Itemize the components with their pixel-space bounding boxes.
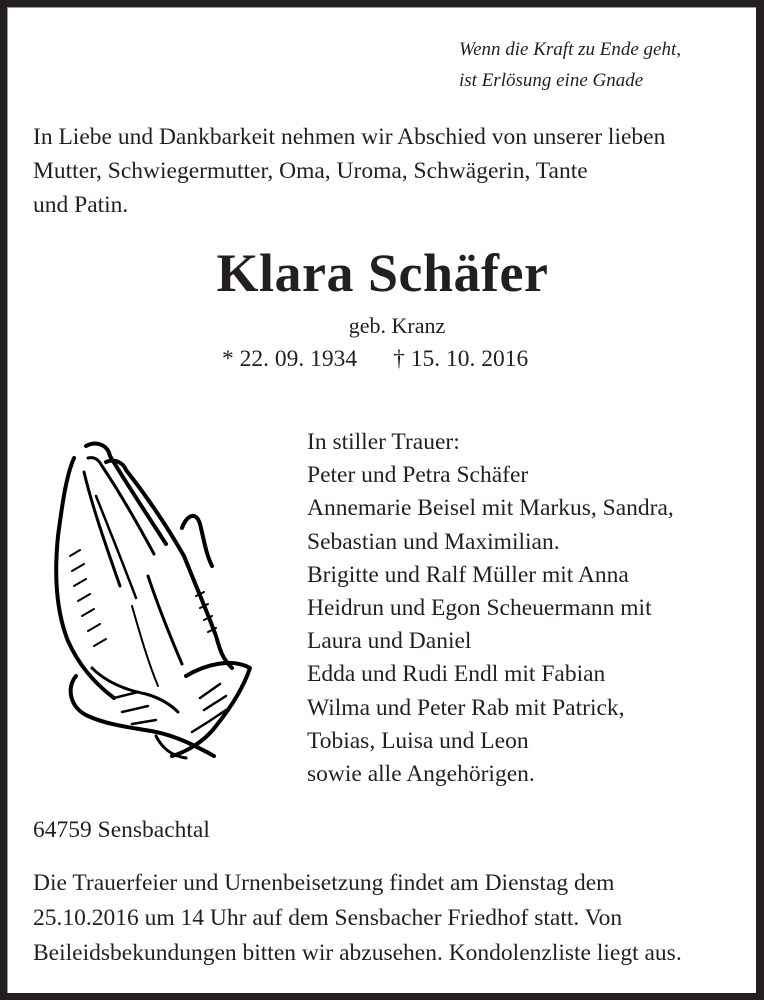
service-line: Die Trauerfeier und Urnenbeisetzung findet am Dienstag dem bbox=[33, 870, 615, 896]
service-line: Beileidsbekundungen bitten wir abzusehen. Kondolenzliste liegt aus. bbox=[33, 940, 682, 966]
intro-line: In Liebe und Dankbarkeit nehmen wir Abschied von unserer lieben bbox=[33, 124, 666, 150]
birth-symbol-icon: * bbox=[222, 346, 234, 372]
mourner-line: Wilma und Peter Rab mit Patrick, bbox=[307, 694, 625, 721]
motto-quote bbox=[459, 34, 681, 96]
intro-line: und Patin. bbox=[33, 192, 129, 218]
life-dates bbox=[222, 343, 528, 375]
mourner-line: Brigitte und Ralf Müller mit Anna bbox=[307, 561, 629, 588]
mourners-list bbox=[307, 426, 674, 791]
mourner-line: Annemarie Beisel mit Markus, Sandra, bbox=[307, 495, 674, 522]
service-line: 25.10.2016 um 14 Uhr auf dem Sensbacher Friedhof statt. Von bbox=[33, 905, 623, 931]
place-of-residence: 64759 Sensbachtal bbox=[33, 817, 210, 843]
mourner-line: Peter und Petra Schäfer bbox=[307, 462, 529, 489]
obituary-notice bbox=[7, 7, 756, 993]
mourner-line: Sebastian und Maximilian. bbox=[307, 528, 560, 555]
maiden-name: geb. Kranz bbox=[348, 313, 446, 338]
mourners-heading: In stiller Trauer: bbox=[307, 429, 460, 455]
mourner-line: Edda und Rudi Endl mit Fabian bbox=[307, 661, 606, 688]
death-symbol-icon: † bbox=[393, 346, 405, 372]
intro-line: Mutter, Schwiegermutter, Oma, Uroma, Schwägerin, Tante bbox=[33, 158, 588, 184]
service-details bbox=[33, 866, 753, 971]
mourner-line: Laura und Daniel bbox=[307, 628, 472, 655]
intro-text bbox=[33, 120, 748, 222]
praying-hands-icon bbox=[36, 436, 266, 766]
mourner-line: Heidrun und Egon Scheuermann mit bbox=[307, 595, 652, 622]
deceased-name: Klara Schäfer bbox=[216, 243, 549, 303]
mourner-line: Tobias, Luisa und Leon bbox=[307, 727, 529, 754]
motto-line: ist Erlösung eine Gnade bbox=[459, 70, 644, 91]
mourner-line: sowie alle Angehörigen. bbox=[307, 761, 535, 788]
death-date: 15. 10. 2016 bbox=[410, 346, 529, 372]
birth-date: 22. 09. 1934 bbox=[239, 346, 358, 372]
motto-line: Wenn die Kraft zu Ende geht, bbox=[459, 39, 681, 60]
